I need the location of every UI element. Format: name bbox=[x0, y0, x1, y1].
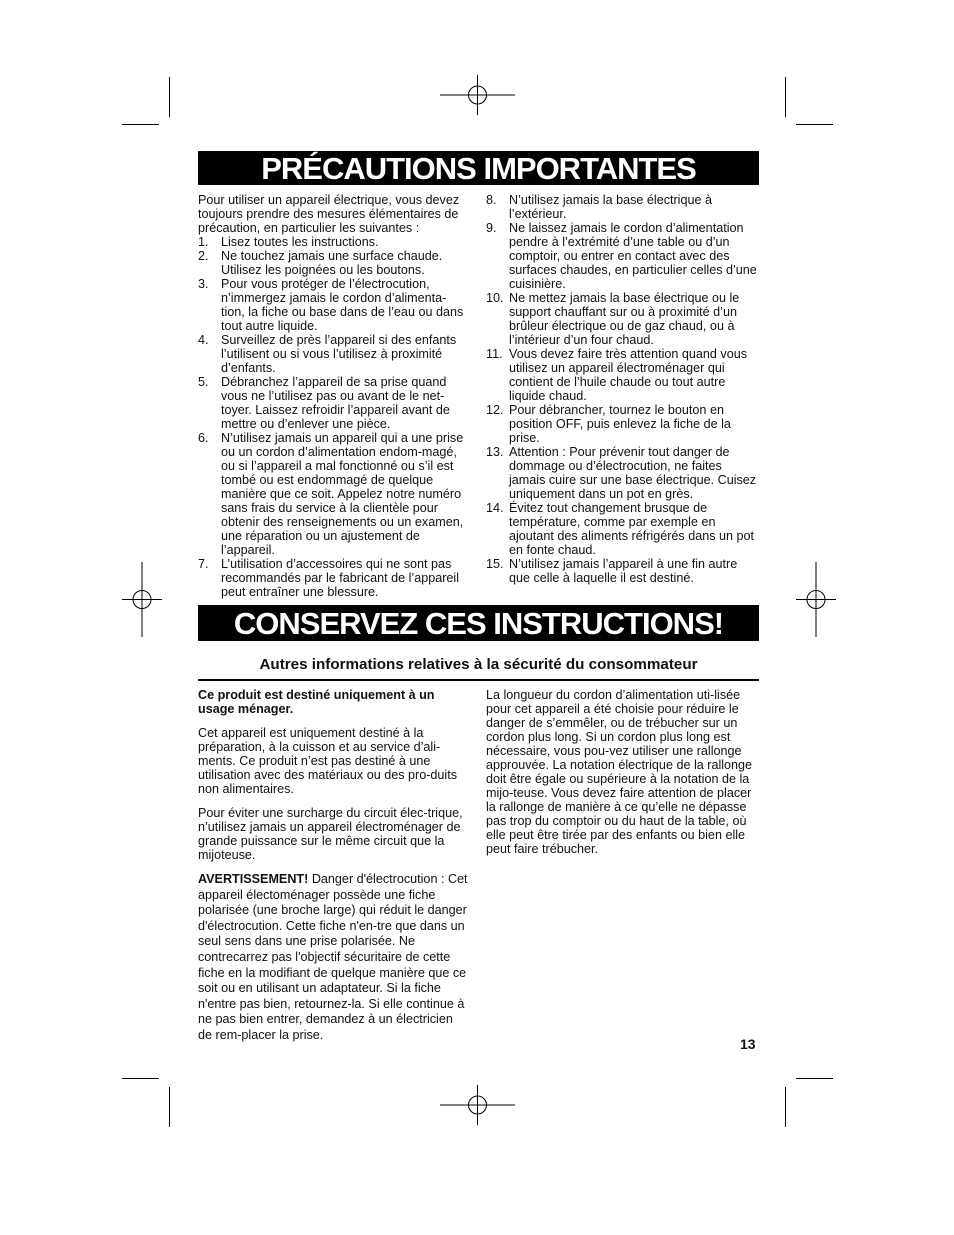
section-title-precautions: PRÉCAUTIONS IMPORTANTES bbox=[198, 151, 759, 185]
circuit-overload-paragraph: Pour éviter une surcharge du circuit élec-trique, n’utilisez jamais un appareil électroménager de grande puissance sur le même circuit que la mijoteuse. bbox=[198, 806, 463, 862]
household-use-notice: Ce produit est destiné uniquement à un usage ménager. bbox=[198, 688, 435, 716]
page-number: 13 bbox=[740, 1036, 756, 1052]
registration-mark-top-icon bbox=[440, 75, 515, 115]
registration-mark-left-icon bbox=[122, 562, 162, 637]
warning-paragraph bbox=[198, 872, 470, 1044]
divider bbox=[198, 679, 759, 681]
registration-mark-right-icon bbox=[796, 562, 836, 637]
crop-mark-bottom-right-vertical bbox=[785, 1087, 786, 1127]
safety-left-column bbox=[198, 688, 470, 1054]
list-item: 3. Pour vous protéger de l’électrocution, n’immergez jamais le cordon d’alimenta-tion, la fiche ou base dans de l’eau ou dans tout autre liquide. bbox=[198, 277, 464, 333]
crop-mark-top-left-vertical bbox=[169, 77, 170, 117]
crop-mark-bottom-left-vertical bbox=[169, 1087, 170, 1127]
precautions-right-column bbox=[486, 193, 760, 585]
precautions-intro: Pour utiliser un appareil électrique, vous devez toujours prendre des mesures élémentaires de précaution, en particulier les suivantes : bbox=[198, 193, 460, 235]
crop-mark-bottom-left-horizontal bbox=[122, 1078, 159, 1079]
crop-mark-top-left-horizontal bbox=[122, 124, 159, 125]
registration-mark-bottom-icon bbox=[440, 1085, 515, 1125]
crop-mark-bottom-right-horizontal bbox=[796, 1078, 833, 1079]
list-item: 6. N’utilisez jamais un appareil qui a une prise ou un cordon d’alimentation endom-magé, ou si l’appareil a mal fonctionné ou s’il est tombé ou est endommagé de quelque manière que ce soit. Appelez notre numéro sans frais du service à la clientèle pour obtenir des renseignements ou un examen, une réparation ou un ajustement de l’appareil. bbox=[198, 431, 464, 557]
warning-text: Danger d'électrocution : Cet appareil électoménager possède une fiche polarisée (une broche large) qui réduit le danger d'électrocution. Cette fiche n'en-tre que dans un seul sens dans une prise polarisée. Ne contrecarrez pas l'objectif sécuritaire de cette fiche en la modifiant de quelque manière que ce soit ou en utilisant un adaptateur. Si la fiche n'entre pas bien, retournez-la. Si elle continue à ne pas bien entrer, demandez à un électricien de rem-placer la prise. bbox=[198, 872, 468, 1042]
list-item: 1. Lisez toutes les instructions. bbox=[198, 235, 379, 249]
list-item: 13. Attention : Pour prévenir tout danger de dommage ou d’électrocution, ne faites jamais cuire sur une base électrique. Cuisez uniquement dans un pot en grès. bbox=[486, 445, 757, 501]
list-item: 10. Ne mettez jamais la base électrique ou le support chauffant sur ou à proximité d’un brûleur électrique ou de gaz chaud, ou à l’intérieur d’un four chaud. bbox=[486, 291, 740, 347]
list-item: 8. N’utilisez jamais la base électrique à l’extérieur. bbox=[486, 193, 712, 221]
food-use-paragraph: Cet appareil est uniquement destiné à la préparation, à la cuisson et au service d’ali-ments. Ce produit n’est pas destiné à une utilisation avec des matériaux ou des pro-duits non alimentaires. bbox=[198, 726, 458, 796]
section-title-conservez: CONSERVEZ CES INSTRUCTIONS! bbox=[198, 605, 759, 641]
cord-length-paragraph: La longueur du cordon d’alimentation uti-lisée pour cet appareil a été choisie pour réduire le danger de s’emmêler, ou de trébucher sur un cordon plus long. Si un cordon plus long est nécessaire, vous pou-vez utiliser une rallonge approuvée. La notation électrique de la rallonge doit être égale ou supérieure à la notation de la mijo-teuse. Vous devez faire attention de placer la rallonge de manière à ce qu’elle ne dépasse pas trop du comptoir ou du haut de la table, où elle peut être tirée par des enfants ou bien elle peut faire trébucher. bbox=[486, 688, 753, 856]
crop-mark-top-right-vertical bbox=[785, 77, 786, 117]
precautions-left-column bbox=[198, 193, 470, 599]
safety-right-column bbox=[486, 688, 760, 866]
list-item: 7. L’utilisation d’accessoires qui ne sont pas recommandés par le fabricant de l’appareil peut entraîner une blessure. bbox=[198, 557, 460, 599]
precautions-list-right bbox=[486, 193, 760, 585]
list-item: 5. Débranchez l’appareil de sa prise quand vous ne l’utilisez pas ou avant de le net-toyer. Laissez refroidir l’appareil avant de mettre ou d’enlever une pièce. bbox=[198, 375, 450, 431]
list-item: 2. Ne touchez jamais une surface chaude. Utilisez les poignées ou les boutons. bbox=[198, 249, 443, 277]
warning-label: AVERTISSEMENT! bbox=[198, 872, 309, 886]
list-item: 15. N’utilisez jamais l’appareil à une fin autre que celle à laquelle il est destiné. bbox=[486, 557, 738, 585]
precautions-list-left bbox=[198, 235, 470, 599]
list-item: 12. Pour débrancher, tournez le bouton en position OFF, puis enlevez la fiche de la prise. bbox=[486, 403, 731, 445]
crop-mark-top-right-horizontal bbox=[796, 124, 833, 125]
list-item: 4. Surveillez de près l’appareil si des enfants l’utilisent ou si vous l’utilisez à proximité d’enfants. bbox=[198, 333, 457, 375]
list-item: 14. Évitez tout changement brusque de température, comme par exemple en ajoutant des aliments réfrigérés dans un pot en fonte chaud. bbox=[486, 501, 755, 557]
section-subtitle: Autres informations relatives à la sécurité du consommateur bbox=[259, 656, 698, 673]
list-item: 11. Vous devez faire très attention quand vous utilisez un appareil électroménager qui contient de l’huile chaude ou tout autre liquide chaud. bbox=[486, 347, 748, 403]
list-item: 9. Ne laissez jamais le cordon d’alimentation pendre à l’extrémité d’une table ou d’un comptoir, ou entrer en contact avec des surfaces chaudes, en particulier celles d’une cuisinière. bbox=[486, 221, 757, 291]
